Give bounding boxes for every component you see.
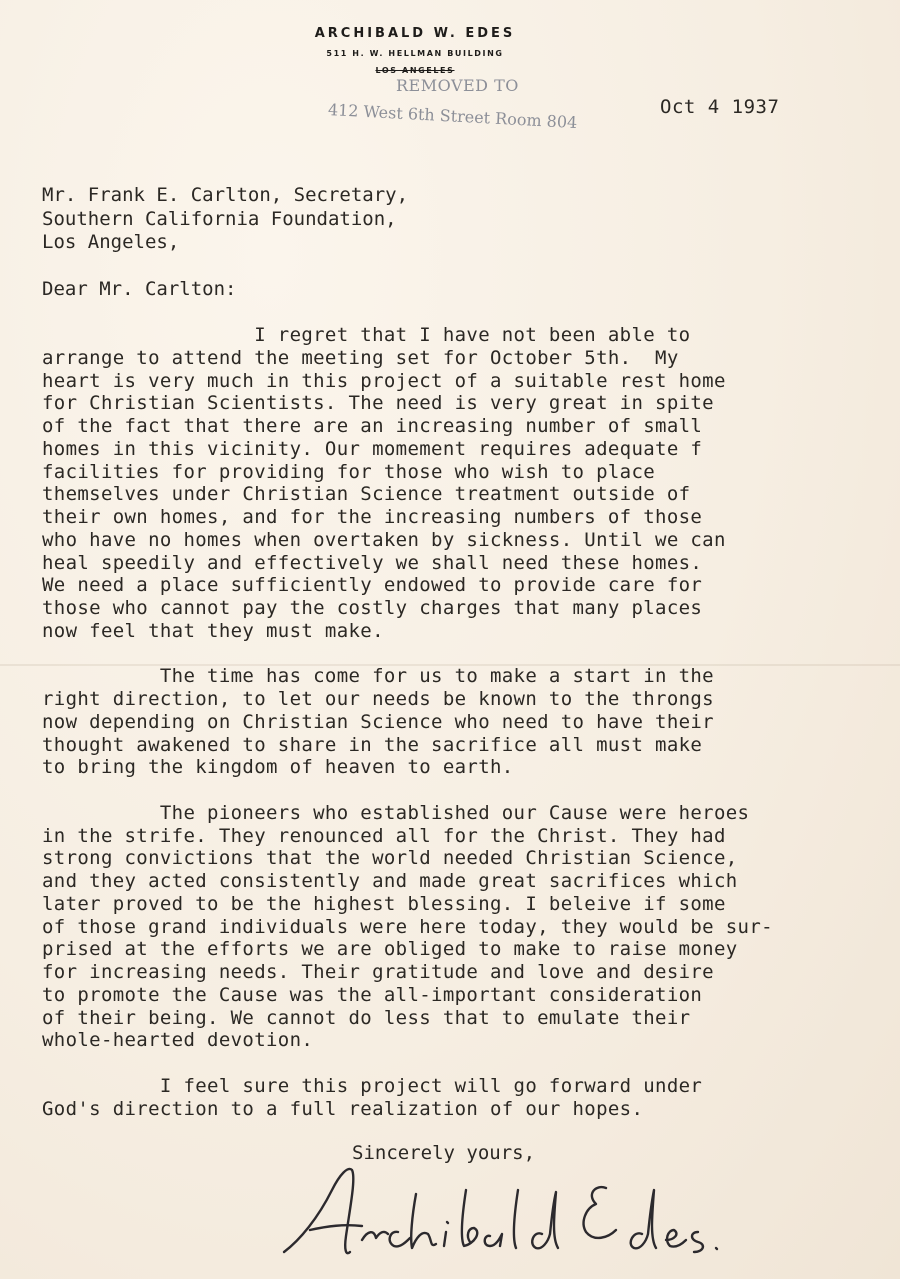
stamp-removed-to: REMOVED TO: [396, 76, 519, 95]
closing: Sincerely yours,: [352, 1142, 536, 1164]
body-line: facilities for providing for those who wish to place: [42, 460, 656, 483]
body-line: heart is very much in this project of a suitable rest home: [42, 369, 726, 392]
body-line: The pioneers who established our Cause were heroes: [42, 801, 750, 824]
body-line: for increasing needs. Their gratitude and love and desire: [42, 961, 714, 983]
body-line: those who cannot pay the costly charges that many places: [42, 597, 703, 619]
body-line: for Christian Scientists. The need is very great in spite: [42, 392, 714, 415]
body-line: to promote the Cause was the all-important consideration: [42, 983, 703, 1006]
body-line: later proved to be the highest blessing. I beleive if some: [42, 892, 726, 915]
body-line: and they acted consistently and made great sacrifices which: [42, 870, 738, 892]
recipient-line-2: Southern California Foundation,: [42, 208, 397, 230]
letterhead-city: LOS ANGELES: [375, 66, 455, 75]
body-line: who have no homes when overtaken by sickness. Until we can: [42, 528, 726, 551]
body-line: whole-hearted devotion.: [42, 1029, 314, 1052]
body-line: their own homes, and for the increasing numbers of those: [42, 506, 703, 528]
body-line: God's direction to a full realization of our hopes.: [42, 1097, 644, 1120]
letter-date: Oct 4 1937: [660, 96, 780, 118]
recipient-line-1: Mr. Frank E. Carlton, Secretary,: [42, 184, 409, 206]
body-line: strong convictions that the world needed Christian Science,: [42, 847, 738, 870]
body-line: arrange to attend the meeting set for October 5th. My: [42, 346, 679, 369]
body-line: now depending on Christian Science who need to have their: [42, 710, 714, 733]
body-line: in the strife. They renounced all for the Christ. They had: [42, 824, 726, 847]
handwritten-signature: [270, 1160, 730, 1270]
body-line: homes in this vicinity. Our momement requires adequate f: [42, 437, 703, 460]
body-line: of those grand individuals were here today, they would be sur-: [42, 915, 773, 938]
body-line: The time has come for us to make a start in the: [42, 665, 714, 688]
body-line: thought awakened to share in the sacrifice all must make: [42, 733, 703, 756]
salutation: Dear Mr. Carlton:: [42, 278, 237, 300]
body-line: of their being. We cannot do less that to emulate their: [42, 1006, 691, 1029]
body-line: right direction, to let our needs be known to the throngs: [42, 688, 714, 710]
recipient-line-3: Los Angeles,: [42, 231, 180, 253]
body-line: We need a place sufficiently endowed to provide care for: [42, 574, 703, 597]
body-line: of the fact that there are an increasing number of small: [42, 415, 703, 437]
body-line: prised at the efforts we are obliged to make to raise money: [42, 938, 738, 961]
letterhead-building: 511 H. W. HELLMAN BUILDING: [326, 49, 504, 58]
body-line: now feel that they must make.: [42, 619, 384, 642]
body-line: I feel sure this project will go forward under: [42, 1074, 703, 1097]
letterhead-name: ARCHIBALD W. EDES: [314, 26, 516, 41]
body-line: heal speedily and effectively we shall need these homes.: [42, 551, 703, 574]
stamp-new-address: 412 West 6th Street Room 804: [327, 100, 578, 133]
body-line: to bring the kingdom of heaven to earth.: [42, 756, 514, 779]
body-line: themselves under Christian Science treatment outside of: [42, 483, 691, 506]
body-line: I regret that I have not been able to: [42, 324, 691, 346]
